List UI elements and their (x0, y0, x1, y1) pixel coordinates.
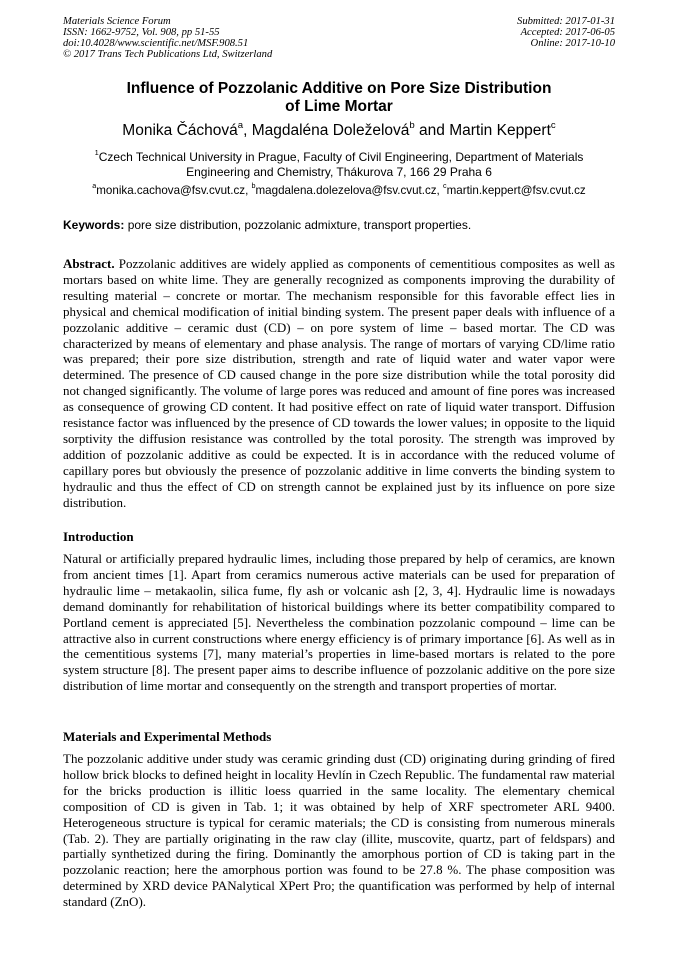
author-2: Magdaléna Doleželová (251, 122, 410, 139)
paper-title (40, 80, 638, 116)
publication-dates (517, 16, 615, 49)
journal-info (63, 16, 272, 60)
abstract-text: Pozzolanic additives are widely applied as components of cementitious composites as well as mortars based on white lime. They are generally recognized as components improving the durability of resulting material – concrete or mortar. The mechanism responsible for this favorable effect lies in physical and chemical modification of initial binding system. The present paper deals with influence of a pozzolanic additive – ceramic dust (CD) – on pore system of lime – based mortar. The CD was characterized by means of elementary and phase analysis. The range of mortars of varying CD/lime ratio was prepared; their pore size distribution, strength and rate of liquid water and water vapor were determined. The presence of CD caused change in the pore size distribution while the total porosity did not changed significantly. The volume of large pores was reduced and amount of fine pores was increased as consequence of growing CD content. It had positive effect on rate of liquid water transport. Diffusion resistance factor was influenced by the presence of CD towards the lower values; in opposite to the liquid sorptivity the diffusion resistance was controlled by the total porosity. The strength was improved by addition of pozzolanic additive as could be expected. It is in accordance with the reduced volume of capillary pores but obviously the presence of pozzolanic additive in lime converts the binding system to hydraulic and thus the effect of CD on strength cannot be explained just by its influence on pore size distribution. (63, 256, 615, 510)
author-1-sup: a (237, 119, 244, 131)
author-emails: $^a$monika.cachova@fsv.cvut.cz, $^b$magdalena.dolezelova@fsv.cvut.cz, $^c$martin.keppert@fsv.cvut.cz (92, 181, 586, 197)
section-heading-introduction: Introduction (63, 529, 134, 544)
submitted-date: Submitted: 2017-01-31 (517, 16, 615, 27)
abstract (63, 256, 615, 511)
author-2-sup: b (409, 119, 415, 131)
author-separator: and (414, 122, 450, 139)
issn: ISSN: 1662-9752, Vol. 908, pp 51-55 (63, 27, 220, 38)
affiliation-line-2: Engineering and Chemistry, Thákurova 7, 166 29 Praha 6 (186, 165, 492, 179)
author-3-sup: c (550, 119, 556, 131)
section-heading-materials: Materials and Experimental Methods (63, 729, 272, 744)
doi: doi:10.4028/www.scientific.net/MSF.908.51 (63, 38, 249, 49)
title-line-1: Influence of Pozzolanic Additive on Pore Size Distribution (126, 80, 552, 97)
email-link[interactable]: magdalena.dolezelova@fsv.cvut.cz, (255, 184, 444, 197)
author-separator: , (243, 122, 252, 139)
online-date: Online: 2017-10-10 (530, 38, 615, 49)
introduction-text: Natural or artificially prepared hydraulic limes, including those prepared by help of ceramics, are known from ancient times [1]. Apart from ceramics numerous active materials can be used for preparation of hydraulic lime – metakaolin, silica fume, fly ash or volcanic ash [2, 3, 4]. Hydraulic lime is nowadays demand dominantly for rehabilitation of historical buildings where its better compatibility compared to Portland cement is appreciated [5]. Nevertheless the combination pozzolanic compound – lime can be attractive also in current constructions where energy efficiency is of primary importance [6]. As well as in the cementitious systems [7], many material’s properties in lime-based mortars is related to the pore system structure [8]. The present paper aims to describe influence of pozzolanic additive on the pore size distribution of lime mortar and consequently on the strength and transport properties of mortar. (63, 551, 615, 694)
keywords-text: pore size distribution, pozzolanic admixture, transport properties. (124, 218, 472, 232)
affiliation (40, 150, 638, 180)
affiliation-line-1: $^1$Czech Technical University in Prague, Faculty of Civil Engineering, Department of Materials (94, 148, 584, 164)
email-link[interactable]: monika.cachova@fsv.cvut.cz, (96, 184, 252, 197)
author-3: Martin Keppert (449, 122, 551, 139)
title-line-2: of Lime Mortar (285, 98, 393, 115)
email-link[interactable]: martin.keppert@fsv.cvut.cz (446, 184, 586, 197)
materials-text: The pozzolanic additive under study was ceramic grinding dust (CD) originating during grinding of fired hollow brick blocks to defined height in locality Hevlín in Czech Republic. The fundamental raw material for the bricks production is illitic loess quarried in the same locality. The elementary chemical composition of CD is given in Tab. 1; it was obtained by help of XRF spectrometer ARL 9400. Heterogeneous structure is typical for ceramic materials; the CD is consisting from numerous minerals (Tab. 2). They are partially originating in the raw clay (illite, muscovite, quartz, part of feldspars) and partially synthetized during the firing. Dominantly the amorphous portion of CD is taking part in the pozzolanic reaction; here the amorphous portion was found to be 27.8 %. The phase composition was determined by XRD device PANalytical XPert Pro; the quantification was performed by help of internal standard (ZnO). (63, 751, 615, 910)
accepted-date: Accepted: 2017-06-05 (520, 27, 615, 38)
affiliation-sup: 1 (94, 148, 99, 158)
copyright: © 2017 Trans Tech Publications Ltd, Switzerland (63, 49, 273, 60)
keywords-label: Keywords: (63, 218, 125, 232)
keywords (63, 218, 615, 233)
abstract-label: Abstract. (63, 256, 115, 271)
author-1: Monika Čáchová (122, 122, 238, 139)
journal-name: Materials Science Forum (63, 16, 171, 27)
author-list (40, 121, 638, 141)
